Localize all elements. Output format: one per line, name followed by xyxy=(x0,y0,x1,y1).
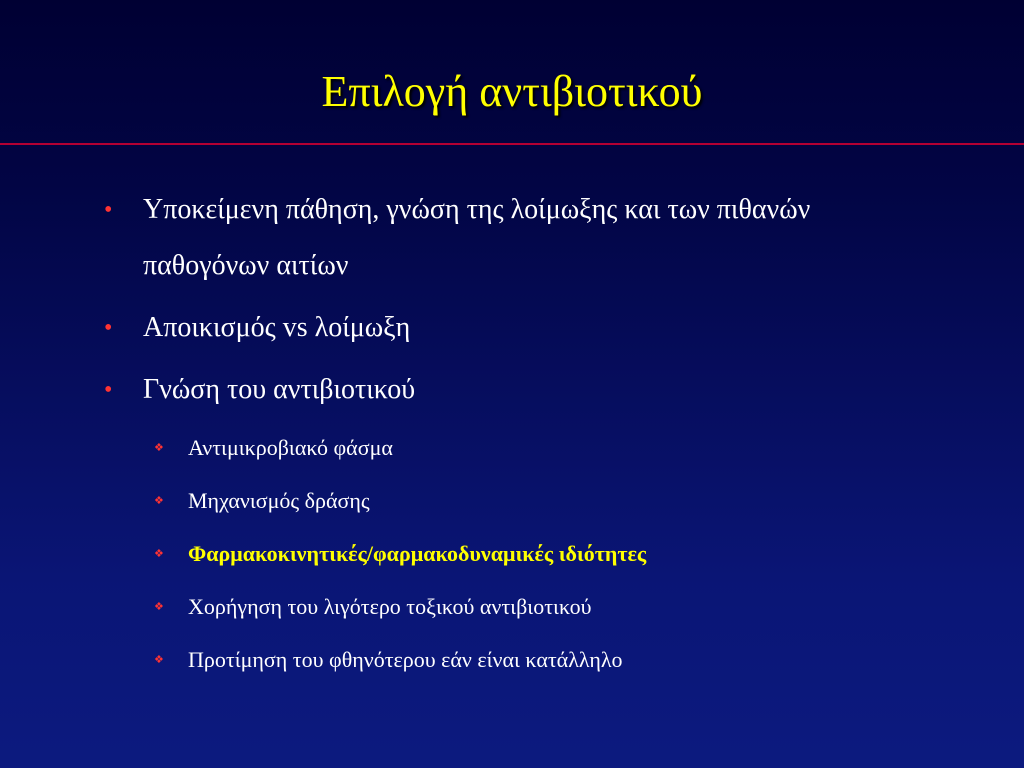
sub-bullet-text: Χορήγηση του λιγότερο τοξικού αντιβιοτικού xyxy=(188,594,592,619)
sub-bullet-item xyxy=(0,587,1024,627)
sub-bullet-item xyxy=(0,640,1024,680)
bullet-text: Αποικισμός vs λοίμωξη xyxy=(143,312,411,343)
sub-bullet-text: Αντιμικροβιακό φάσμα xyxy=(188,435,393,460)
sub-bullet-text: Μηχανισμός δράσης xyxy=(188,488,370,513)
bullet-dot: • xyxy=(104,315,113,341)
bullet-text: Γνώση του αντιβιοτικού xyxy=(143,374,416,405)
sub-bullet-item xyxy=(0,534,1024,574)
bullet-item xyxy=(0,362,1024,418)
bullet-dot: • xyxy=(104,377,113,403)
bullet-dot: • xyxy=(104,197,113,223)
bullet-text: Υποκείμενη πάθηση, γνώση της λοίμωξης και των πιθανών παθογόνων αιτίων xyxy=(143,194,811,281)
diamond-bullet-icon: ❖ xyxy=(154,548,164,560)
sub-bullet-text: Προτίμηση του φθηνότερου εάν είναι κατάλληλο xyxy=(188,647,623,672)
slide-title: Επιλογή αντιβιοτικού xyxy=(321,67,703,116)
bullet-item xyxy=(0,300,1024,356)
diamond-bullet-icon: ❖ xyxy=(154,601,164,613)
sub-bullet-item xyxy=(0,428,1024,468)
bullet-item xyxy=(0,182,1024,294)
sub-bullet-item xyxy=(0,481,1024,521)
diamond-bullet-icon: ❖ xyxy=(154,442,164,454)
diamond-bullet-icon: ❖ xyxy=(154,495,164,507)
sub-bullet-text-highlighted: Φαρμακοκινητικές/φαρμακοδυναμικές ιδιότητες xyxy=(188,541,647,566)
diamond-bullet-icon: ❖ xyxy=(154,654,164,666)
